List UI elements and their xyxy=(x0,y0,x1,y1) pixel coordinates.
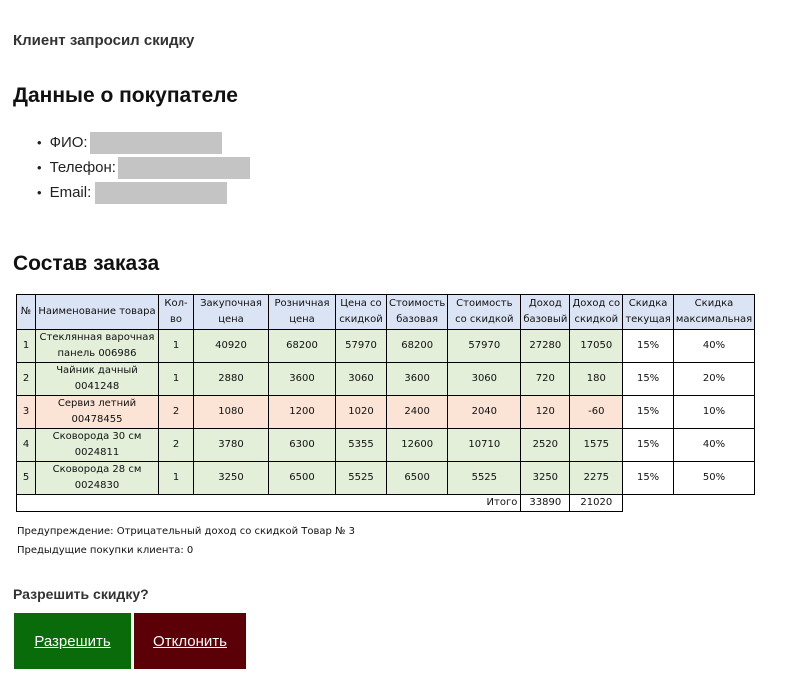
cell-discount-max: 50% xyxy=(673,462,754,495)
cell-income-base: 2520 xyxy=(521,429,570,462)
cell-quantity: 2 xyxy=(159,396,194,429)
phone-label: Телефон: xyxy=(49,159,116,176)
col-cost-discount: Стоимость со скидкой xyxy=(448,295,521,330)
cell-number: 3 xyxy=(17,396,36,429)
cell-retail-price: 6300 xyxy=(269,429,336,462)
cell-cost-base: 6500 xyxy=(387,462,448,495)
total-label: Итого xyxy=(17,495,521,512)
cell-income-base: 720 xyxy=(521,363,570,396)
total-income-discount: 21020 xyxy=(570,495,623,512)
cell-retail-price: 1200 xyxy=(269,396,336,429)
col-discount-max: Скидка максимальная xyxy=(673,295,754,330)
cell-quantity: 1 xyxy=(159,462,194,495)
cell-retail-price: 6500 xyxy=(269,462,336,495)
cell-cost-discount: 57970 xyxy=(448,330,521,363)
phone-redacted-value xyxy=(118,157,250,179)
cell-number: 5 xyxy=(17,462,36,495)
cell-purchase-price: 1080 xyxy=(194,396,269,429)
bullet-icon: • xyxy=(37,160,42,175)
discount-question: Разрешить скидку? xyxy=(13,586,149,602)
order-heading: Состав заказа xyxy=(13,252,160,275)
cell-product-name: Сковорода 30 см 0024811 xyxy=(36,429,159,462)
table-header-row xyxy=(17,295,755,330)
cell-income-discount: 2275 xyxy=(570,462,623,495)
col-discount-current: Скидка текущая xyxy=(623,295,673,330)
col-purchase-price: Закупочная цена xyxy=(194,295,269,330)
cell-cost-base: 68200 xyxy=(387,330,448,363)
table-row xyxy=(17,396,755,429)
table-row xyxy=(17,363,755,396)
cell-discount-current: 15% xyxy=(623,462,673,495)
bullet-icon: • xyxy=(37,135,42,150)
cell-cost-discount: 5525 xyxy=(448,462,521,495)
cell-product-name: Стеклянная варочная панель 006986 xyxy=(36,330,159,363)
col-discount-price: Цена со скидкой xyxy=(336,295,387,330)
cell-discount-current: 15% xyxy=(623,396,673,429)
table-row xyxy=(17,429,755,462)
buyer-field-email xyxy=(13,180,250,205)
table-row xyxy=(17,462,755,495)
cell-purchase-price: 3250 xyxy=(194,462,269,495)
cell-product-name: Сковорода 28 см 0024830 xyxy=(36,462,159,495)
buyer-field-phone xyxy=(13,155,250,180)
cell-cost-discount: 3060 xyxy=(448,363,521,396)
cell-number: 4 xyxy=(17,429,36,462)
deny-discount-button[interactable]: Отклонить xyxy=(134,613,246,669)
cell-income-base: 120 xyxy=(521,396,570,429)
total-empty-cell xyxy=(623,495,755,512)
col-product-name: Наименование товара xyxy=(36,295,159,330)
cell-income-discount: 17050 xyxy=(570,330,623,363)
cell-discount-current: 15% xyxy=(623,330,673,363)
cell-purchase-price: 40920 xyxy=(194,330,269,363)
cell-income-base: 3250 xyxy=(521,462,570,495)
table-row xyxy=(17,330,755,363)
allow-discount-button[interactable]: Разрешить xyxy=(14,613,131,669)
cell-cost-base: 2400 xyxy=(387,396,448,429)
cell-quantity: 2 xyxy=(159,429,194,462)
total-income-base: 33890 xyxy=(521,495,570,512)
col-retail-price: Розничная цена xyxy=(269,295,336,330)
cell-number: 1 xyxy=(17,330,36,363)
buyer-field-fio xyxy=(13,130,250,155)
cell-quantity: 1 xyxy=(159,330,194,363)
page-title: Клиент запросил скидку xyxy=(13,32,195,49)
cell-income-discount: 1575 xyxy=(570,429,623,462)
cell-discount-current: 15% xyxy=(623,429,673,462)
cell-discount-max: 40% xyxy=(673,429,754,462)
cell-discount-max: 20% xyxy=(673,363,754,396)
cell-income-discount: -60 xyxy=(570,396,623,429)
fio-redacted-value xyxy=(90,132,222,154)
cell-discount-price: 3060 xyxy=(336,363,387,396)
buyer-details-list xyxy=(13,130,250,205)
cell-cost-base: 12600 xyxy=(387,429,448,462)
cell-retail-price: 68200 xyxy=(269,330,336,363)
buyer-heading: Данные о покупателе xyxy=(13,84,238,107)
cell-purchase-price: 2880 xyxy=(194,363,269,396)
email-label: Email: xyxy=(49,184,92,201)
col-income-discount: Доход со скидкой xyxy=(570,295,623,330)
cell-quantity: 1 xyxy=(159,363,194,396)
cell-income-discount: 180 xyxy=(570,363,623,396)
cell-product-name: Чайник дачный 0041248 xyxy=(36,363,159,396)
fio-label: ФИО: xyxy=(49,134,88,151)
cell-discount-price: 1020 xyxy=(336,396,387,429)
email-redacted-value xyxy=(95,182,227,204)
cell-discount-price: 5525 xyxy=(336,462,387,495)
cell-discount-price: 57970 xyxy=(336,330,387,363)
cell-discount-max: 40% xyxy=(673,330,754,363)
col-income-base: Доход базовый xyxy=(521,295,570,330)
cell-cost-discount: 2040 xyxy=(448,396,521,429)
cell-discount-current: 15% xyxy=(623,363,673,396)
order-table xyxy=(16,294,755,512)
bullet-icon: • xyxy=(37,185,42,200)
col-quantity: Кол-во xyxy=(159,295,194,330)
cell-purchase-price: 3780 xyxy=(194,429,269,462)
cell-number: 2 xyxy=(17,363,36,396)
col-number: № xyxy=(17,295,36,330)
order-notes xyxy=(17,522,355,560)
cell-cost-base: 3600 xyxy=(387,363,448,396)
previous-purchases: Предыдущие покупки клиента: 0 xyxy=(17,545,194,556)
col-cost-base: Стоимость базовая xyxy=(387,295,448,330)
cell-retail-price: 3600 xyxy=(269,363,336,396)
table-total-row xyxy=(17,495,755,512)
cell-cost-discount: 10710 xyxy=(448,429,521,462)
cell-product-name: Сервиз летний 00478455 xyxy=(36,396,159,429)
cell-discount-max: 10% xyxy=(673,396,754,429)
cell-income-base: 27280 xyxy=(521,330,570,363)
cell-discount-price: 5355 xyxy=(336,429,387,462)
negative-income-warning: Предупреждение: Отрицательный доход со скидкой Товар № 3 xyxy=(17,526,356,537)
